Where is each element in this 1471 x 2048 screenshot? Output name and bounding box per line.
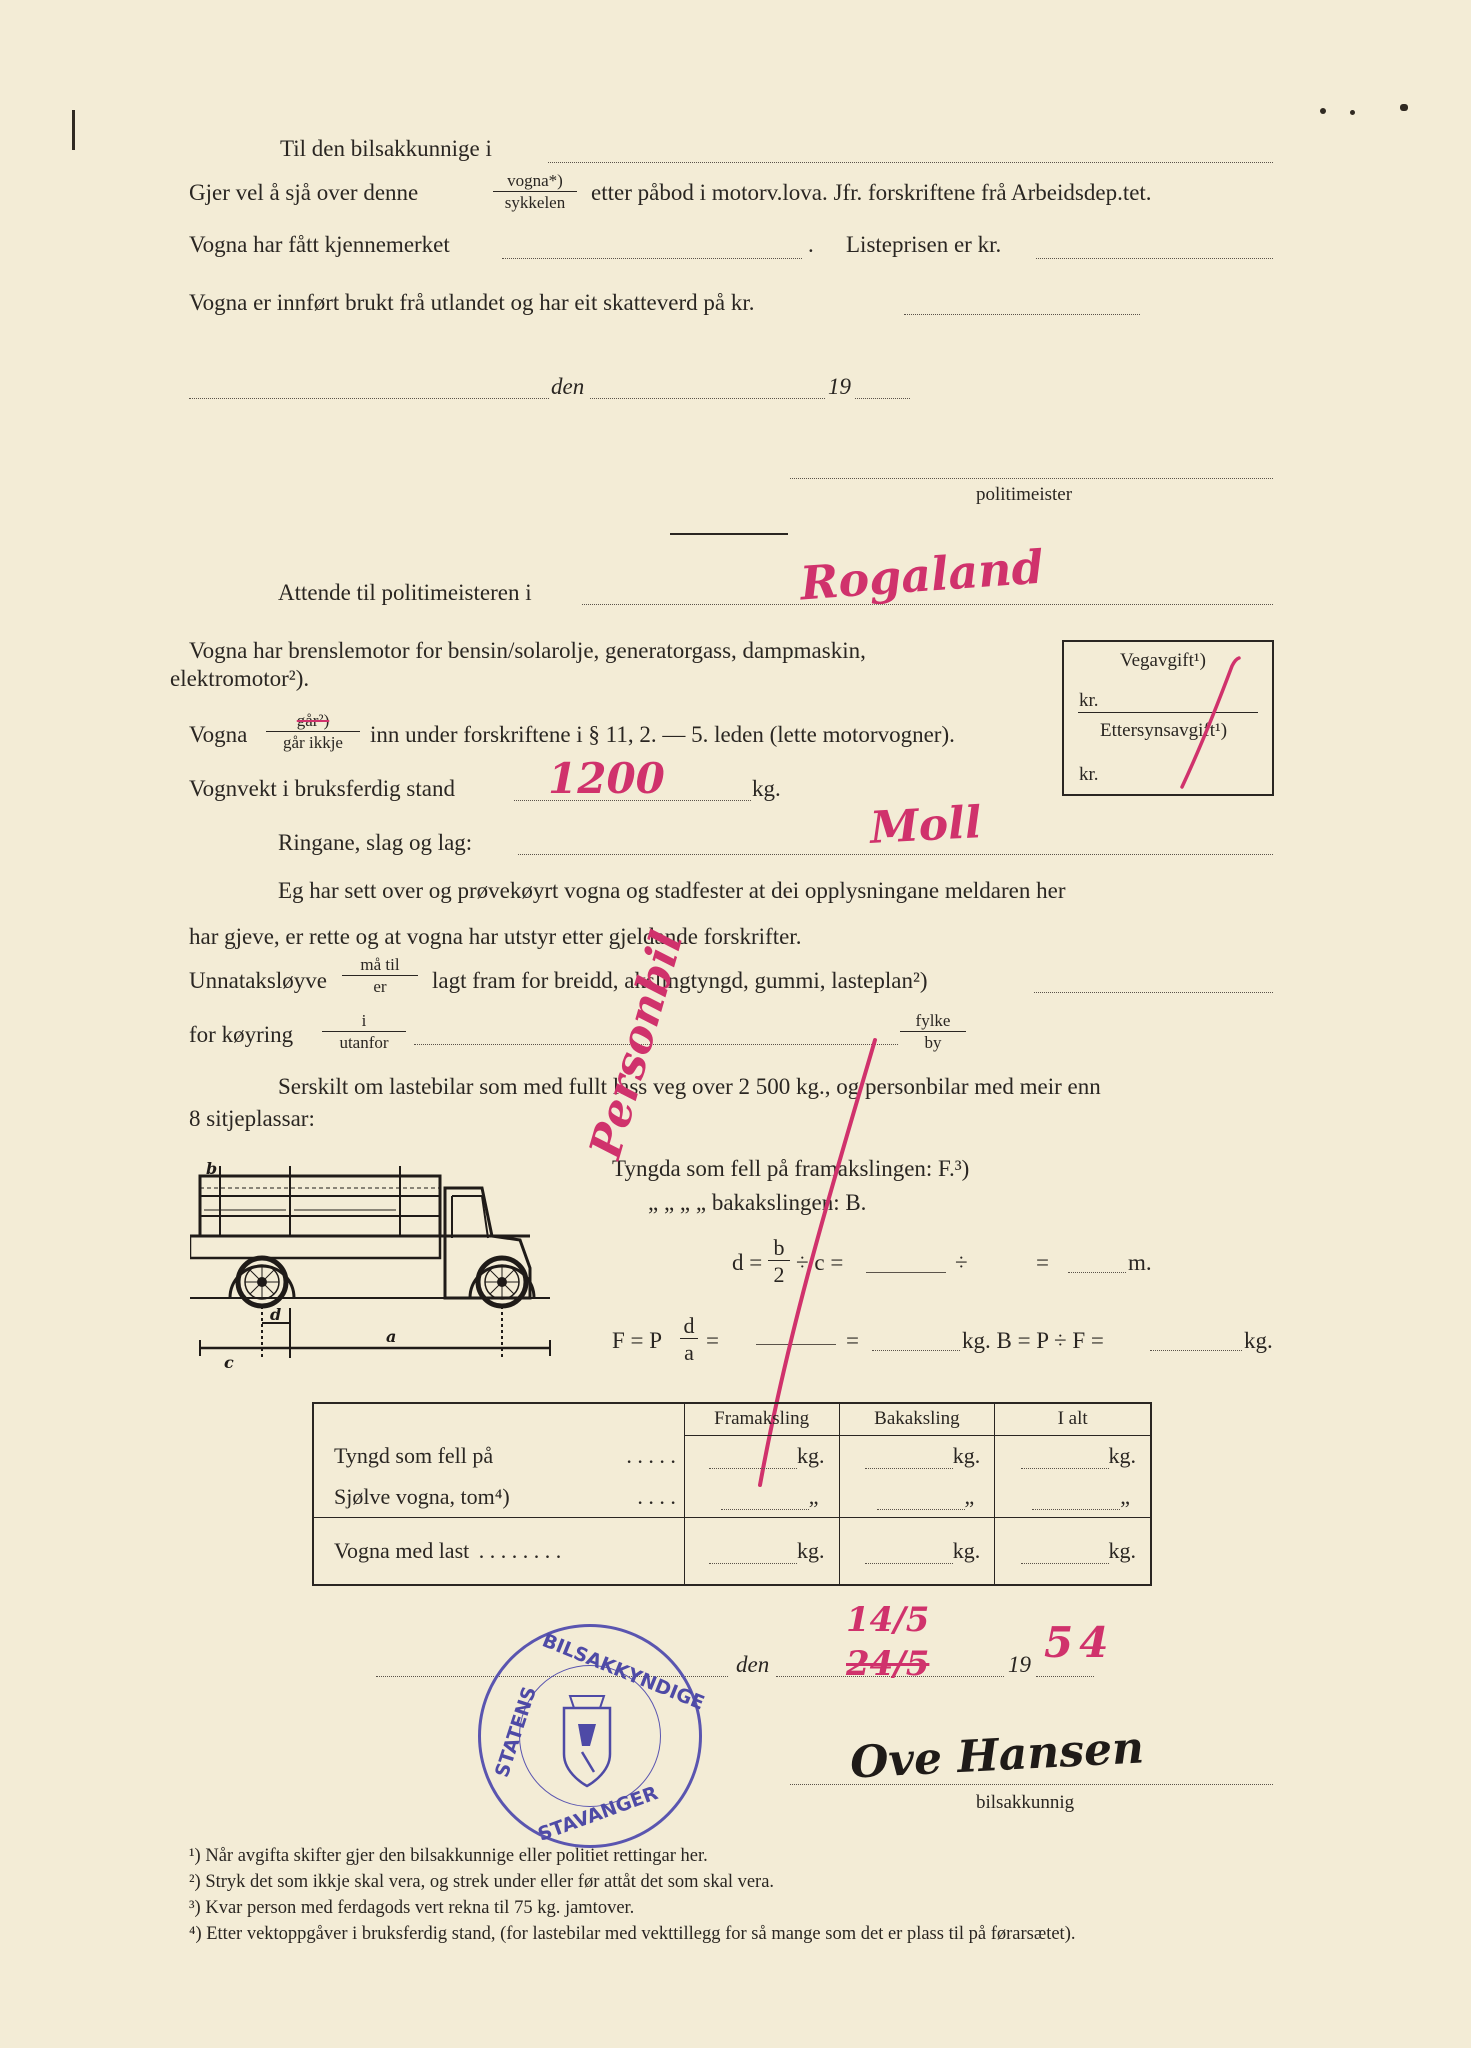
table-row [313, 1517, 1151, 1585]
formula-m: m. [1128, 1250, 1152, 1275]
official-stamp [478, 1624, 708, 1848]
bilsakkunnige-field[interactable] [548, 162, 1273, 163]
til-bilsakkunnige-label: Til den bilsakkunnige i [280, 136, 492, 161]
handwritten-year: 54 [1044, 1618, 1115, 1667]
vegavgift-label: Vegavgift¹) [1120, 650, 1206, 671]
formula-f-eq: F = P [612, 1328, 663, 1353]
handwritten-rogaland: Rogaland [798, 539, 1046, 611]
inspection-line-1: Eg har sett over og prøvekøyrt vogna og stadfester at dei opplysningane meldaren her [278, 878, 1066, 903]
formula-kg-b: kg. B = P ÷ F = [962, 1328, 1104, 1353]
scan-edge-mark [1400, 104, 1408, 111]
period: . [808, 232, 814, 257]
sign-den-label: den [736, 1652, 770, 1677]
den-label: den [551, 374, 585, 399]
skatteverd-field[interactable] [904, 314, 1140, 315]
lagt-fram-label: lagt fram for breidd, akslingtyngd, gummi, lasteplan²) [432, 968, 928, 993]
scan-edge-mark [72, 110, 75, 150]
frac-gar-ikkje: går ikkje [283, 732, 343, 752]
kjennemerket-label: Vogna har fått kjennemerket [189, 232, 450, 257]
kr-label-1: kr. [1079, 690, 1099, 711]
formula-minus-c: ÷ c = [796, 1250, 844, 1275]
stamp-text-left: STATENS [490, 1683, 541, 1781]
unnataksloyve-label: Unnataksløyve [189, 968, 327, 993]
elektromotor-label: elektromotor²). [170, 666, 310, 691]
row-dots: . . . . . [626, 1443, 676, 1468]
formula-eq-2: = [846, 1328, 859, 1353]
inspection-line-2: har gjeve, er rette og at vogna har utstyr etter gjeldande forskrifter. [189, 924, 802, 949]
diagram-label-d: d [270, 1305, 282, 1324]
vogna-sykkelen-fraction [493, 172, 577, 212]
year-field[interactable] [855, 398, 910, 399]
forskriftene-label: inn under forskriftene i § 11, 2. — 5. leden (lette motorvogner). [370, 722, 955, 747]
sign-year-prefix: 19 [1008, 1652, 1031, 1677]
brenslemotor-label: Vogna har brenslemotor for bensin/solarolje, generatorgass, dampmaskin, [189, 638, 866, 663]
i-utanfor-fraction [322, 1012, 406, 1052]
frac-2: 2 [773, 1262, 785, 1288]
handwritten-date-2: 24/5 [846, 1644, 930, 1684]
truck-diagram [190, 1158, 570, 1374]
diagram-label-c: c [224, 1353, 234, 1372]
frac-by: by [924, 1032, 942, 1052]
cell-unit: kg. [797, 1537, 825, 1563]
formula-field-4[interactable] [872, 1350, 960, 1351]
col-framaksling: Framaksling [684, 1403, 839, 1435]
frac-utanfor: utanfor [339, 1032, 389, 1052]
frac-er: er [373, 976, 387, 996]
frac-vogna: vogna*) [493, 172, 577, 192]
table-row [313, 1477, 1151, 1517]
scan-edge-mark [1350, 110, 1355, 115]
formula-eq-1: = [706, 1328, 719, 1353]
row-label: Vogna med last [334, 1537, 470, 1563]
footnote-2: ²) Stryk det som ikkje skal vera, og strek under eller før attåt det som skal vera. [189, 1872, 775, 1892]
innfort-label: Vogna er innført brukt frå utlandet og har eit skatteverd på kr. [189, 290, 755, 315]
vogna-label: Vogna [189, 722, 248, 747]
serskilt-line-2: 8 sitjeplassar: [189, 1106, 315, 1131]
handwritten-vognvekt: 1200 [548, 754, 665, 803]
table-row [313, 1435, 1151, 1477]
frac-a: a [684, 1340, 694, 1366]
frac-ma-til: må til [342, 956, 418, 976]
politimeisteren-field[interactable] [582, 604, 1273, 605]
politimeister-label: politimeister [976, 484, 1073, 505]
frac-i: i [322, 1012, 406, 1032]
listeprisen-label: Listeprisen er kr. [846, 232, 1002, 257]
fylke-by-fraction [900, 1012, 966, 1052]
handwritten-signature: Ove Hansen [848, 1722, 1146, 1789]
listeprisen-field[interactable] [1036, 258, 1273, 259]
frac-d: d [680, 1314, 698, 1339]
diagram-label-b: b [206, 1159, 218, 1178]
footnote-1: ¹) Når avgifta skifter gjer den bilsakkunnige eller politiet rettingar her. [189, 1846, 708, 1866]
fee-box [1062, 640, 1274, 796]
cell-unit: „ [964, 1483, 975, 1509]
ringane-label: Ringane, slag og lag: [278, 830, 473, 855]
kr-label-2: kr. [1079, 764, 1099, 785]
date-field[interactable] [590, 398, 825, 399]
formula-div: ÷ [955, 1250, 968, 1275]
gar-fraction [266, 712, 360, 752]
section-divider [670, 533, 788, 535]
col-bakaksling: Bakaksling [839, 1403, 995, 1435]
cell-unit: kg. [1108, 1443, 1136, 1469]
kg-label: kg. [752, 776, 781, 801]
formula-eq: = [1036, 1250, 1049, 1275]
frac-fylke: fylke [900, 1012, 966, 1032]
handwritten-date-1: 14/5 [846, 1600, 930, 1640]
cell-unit: kg. [1108, 1537, 1136, 1563]
kjennemerket-field[interactable] [502, 258, 802, 259]
stamp-text-bottom: STAVANGER [535, 1782, 661, 1846]
bilsakkunnig-label: bilsakkunnig [976, 1792, 1075, 1813]
stamp-text-top: BILSAKKYNDIGE [539, 1629, 708, 1715]
for-koyring-label: for køyring [189, 1022, 294, 1047]
ettersynsavgift-label: Ettersynsavgift¹) [1100, 720, 1228, 741]
row-label: Tyngd som fell på [334, 1443, 494, 1468]
place-field[interactable] [189, 398, 549, 399]
cell-unit: „ [1120, 1483, 1130, 1509]
serskilt-line-1: Serskilt om lastebilar som med fullt lass veg over 2 500 kg., og personbilar med meir enn [278, 1074, 1101, 1099]
handwritten-ringane: Moll [868, 797, 983, 854]
vognvekt-label: Vognvekt i bruksferdig stand [189, 776, 455, 801]
formula-kg-end: kg. [1244, 1328, 1273, 1353]
year-19-label: 19 [828, 374, 851, 399]
row-dots: . . . . . . . . [478, 1537, 562, 1563]
politimeister-signature-field[interactable] [790, 478, 1273, 479]
diagram-label-a: a [386, 1327, 397, 1346]
sign-year-field[interactable] [1036, 1676, 1094, 1677]
cell-unit: kg. [952, 1443, 981, 1469]
formula-field-5[interactable] [1150, 1350, 1242, 1351]
col-i-alt: I alt [995, 1403, 1151, 1435]
gjer-vel-label: Gjer vel å sjå over denne [189, 180, 419, 205]
row-label: Sjølve vogna, tom⁴) [334, 1483, 510, 1509]
fee-box-pen-stroke [1064, 642, 1272, 794]
row-dots: . . . . [637, 1483, 676, 1509]
coat-of-arms-icon [478, 1624, 696, 1842]
tyngda-label: Tyngda som fell på framakslingen: F.³) [612, 1156, 970, 1181]
unnataksloyve-field[interactable] [1034, 992, 1273, 993]
handwritten-personbil: Personbil [580, 925, 694, 1165]
footnote-3: ³) Kvar person med ferdagods vert rekna til 75 kg. jamtover. [189, 1898, 635, 1918]
cell-unit: kg. [797, 1443, 825, 1469]
scan-edge-mark [1320, 108, 1326, 114]
frac-sykkelen: sykkelen [504, 192, 566, 212]
frac-gar: går²) [266, 712, 360, 732]
ringane-field[interactable] [518, 854, 1273, 855]
bakakslingen-label: „ „ „ „ bakakslingen: B. [648, 1190, 867, 1215]
weight-table [312, 1402, 1152, 1586]
cell-unit: „ [808, 1483, 819, 1509]
formula-d-eq: d = [732, 1250, 763, 1275]
ma-til-fraction [342, 956, 418, 996]
footnote-4: ⁴) Etter vektoppgåver i bruksferdig stand, (for lastebilar med vekttillegg for så mange som det er plass til på førarsætet). [189, 1924, 1076, 1944]
formula-field-2[interactable] [1068, 1272, 1126, 1273]
etter-pabod-label: etter påbod i motorv.lova. Jfr. forskriftene frå Arbeidsdep.tet. [591, 180, 1152, 205]
cell-unit: kg. [952, 1537, 981, 1563]
attende-label: Attende til politimeisteren i [278, 580, 532, 605]
frac-b: b [768, 1236, 790, 1261]
